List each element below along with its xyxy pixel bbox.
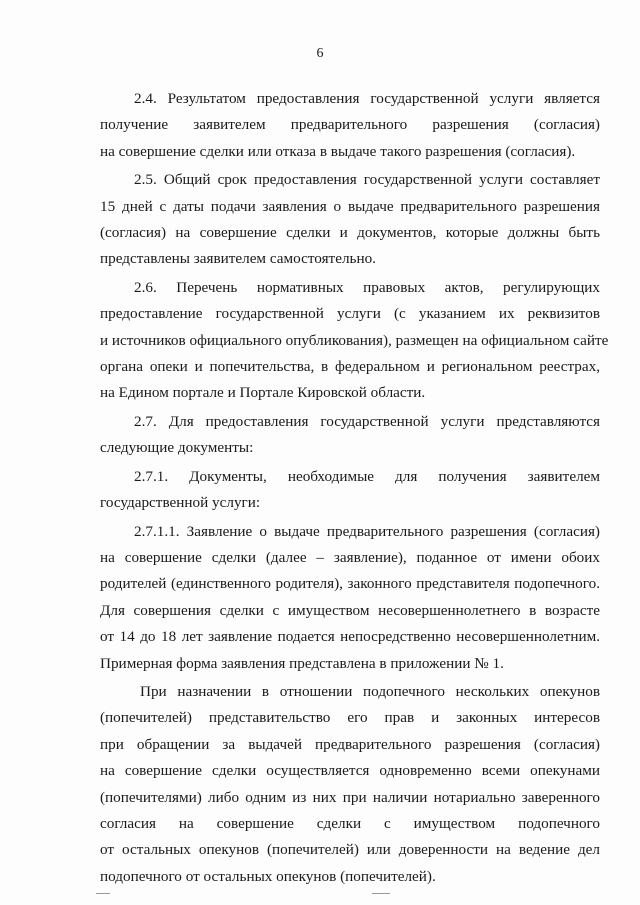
text-line: на совершение сделки осуществляется одновременно всеми опекунами — [100, 762, 600, 780]
text-line: получение заявителем предварительного разрешения (согласия) — [100, 116, 600, 134]
text-line: на Едином портале и Портале Кировской области. — [100, 384, 426, 402]
text-line: 2.7.1. Документы, необходимые для получения заявителем — [134, 467, 600, 485]
paragraph-p-2-6 — [100, 275, 609, 407]
text-line: подопечного от остальных опекунов (попечителей). — [100, 867, 436, 885]
text-line: 15 дней с даты подачи заявления о выдаче предварительного разрешения — [100, 197, 600, 215]
paragraph-p-2-4 — [100, 86, 600, 165]
text-line: Для совершения сделки с имуществом несовершеннолетнего в возрасте — [100, 601, 600, 619]
text-line: 2.5. Общий срок предоставления государственной услуги составляет — [134, 171, 600, 189]
paragraph-p-2-7-1-1 — [100, 519, 600, 677]
text-line: на совершение сделки или отказа в выдаче такого разрешения (согласия). — [100, 142, 576, 160]
text-line: и источников официального опубликования), размещен на официальном сайте — [100, 331, 609, 349]
text-line: Примерная форма заявления представлена в приложении № 1. — [100, 654, 504, 672]
document-body — [100, 86, 609, 892]
text-line: государственной услуги: — [100, 494, 261, 512]
scan-artifact-left — [96, 893, 110, 894]
text-line: родителей (единственного родителя), законного представителя подопечного. — [100, 575, 600, 593]
text-line: (попечителей) представительство его прав и законных интересов — [100, 709, 600, 727]
scan-artifact-right — [372, 893, 390, 894]
paragraph-p-2-5 — [100, 167, 600, 273]
paragraph-p-guardians — [100, 679, 600, 890]
text-line: органа опеки и попечительства, в федеральном и региональном реестрах, — [100, 358, 600, 376]
text-line: (попечителями) либо одним из них при наличии нотариально заверенного — [100, 788, 600, 806]
text-line: на совершение сделки (далее – заявление), поданное от имени обоих — [100, 548, 600, 566]
page-number: 6 — [316, 46, 324, 61]
text-line: согласия на совершение сделки с имуществом подопечного — [100, 814, 600, 832]
text-line: 2.6. Перечень нормативных правовых актов, регулирующих — [134, 278, 600, 296]
text-line: при обращении за выдачей предварительного разрешения (согласия) — [100, 735, 600, 753]
text-line: 2.7.1.1. Заявление о выдаче предварительного разрешения (согласия) — [134, 522, 600, 540]
text-line: 2.4. Результатом предоставления государственной услуги является — [134, 90, 600, 107]
text-line: следующие документы: — [100, 439, 254, 457]
text-line: При назначении в отношении подопечного нескольких опекунов — [140, 682, 600, 700]
text-line: предоставление государственной услуги (с указанием их реквизитов — [100, 305, 600, 323]
text-line: от остальных опекунов (попечителей) или доверенности на ведение дел — [100, 841, 600, 859]
text-line: 2.7. Для предоставления государственной услуги представляются — [134, 412, 600, 430]
paragraph-p-2-7-1 — [100, 464, 600, 517]
text-line: от 14 до 18 лет заявление подается непосредственно несовершеннолетним. — [100, 628, 600, 646]
text-line: представлены заявителем самостоятельно. — [100, 250, 376, 268]
text-line: (согласия) на совершение сделки и документов, которые должны быть — [100, 224, 600, 242]
paragraph-p-2-7 — [100, 409, 600, 462]
